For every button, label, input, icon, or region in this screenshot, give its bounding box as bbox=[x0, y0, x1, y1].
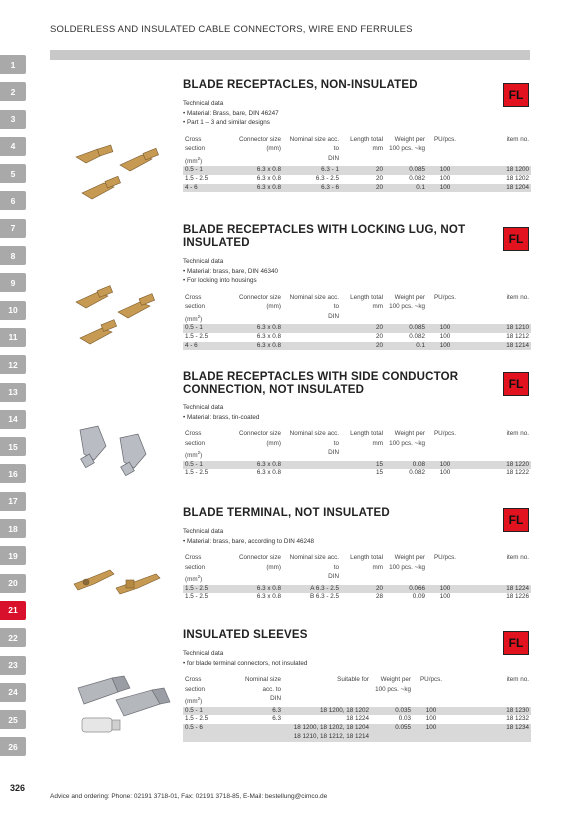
page-number: 326 bbox=[10, 783, 26, 793]
table-row: 1.5 - 2.5 6.3 x 0.8 B 6.3 - 2.5 28 0.09 100 18 1226 bbox=[185, 593, 529, 601]
section-title: BLADE RECEPTACLES, NON-INSULATED bbox=[183, 79, 418, 91]
tech-data-label: Technical data bbox=[183, 258, 224, 265]
table-row: 4 - 6 6.3 x 0.8 6.3 - 6 20 0.1 100 18 1204 bbox=[185, 183, 529, 191]
section-blade-terminal bbox=[183, 507, 533, 602]
section-title: BLADE TERMINAL, NOT INSULATED bbox=[183, 507, 390, 519]
table-row: 0.5 - 6 18 1200, 18 1202, 18 1204 18 1210, 18 1212, 18 1214 0.055 100 18 1234 bbox=[185, 724, 529, 740]
chapter-tab-3[interactable]: 3 bbox=[0, 110, 26, 129]
chapter-tab-4[interactable]: 4 bbox=[0, 137, 26, 156]
table-header: Cross section $(mm^2)$ Connector size (mm) Nominal size acc. to DIN Length total mm Weight per 100 pcs. ~kg PU/pcs. item no. bbox=[185, 554, 529, 584]
fl-badge: FL bbox=[503, 508, 529, 532]
chapter-tab-22[interactable]: 22 bbox=[0, 628, 26, 647]
side-conductor-receptacle-image bbox=[72, 420, 172, 480]
chapter-tab-20[interactable]: 20 bbox=[0, 574, 26, 593]
section-title: BLADE RECEPTACLES WITH SIDE CONDUCTOR bbox=[183, 371, 459, 383]
section-side-conductor bbox=[183, 371, 533, 478]
chapter-tab-26[interactable]: 26 bbox=[0, 737, 26, 756]
chapter-tab-14[interactable]: 14 bbox=[0, 410, 26, 429]
chapter-tab-18[interactable]: 18 bbox=[0, 519, 26, 538]
spec-table bbox=[183, 553, 531, 602]
header-bar bbox=[50, 50, 530, 60]
spec-table bbox=[183, 135, 531, 193]
table-row: 1.5 - 2.5 6.3 x 0.8 A 6.3 - 2.5 20 0.066 100 18 1224 bbox=[185, 584, 529, 592]
table-row: 4 - 6 6.3 x 0.8 20 0.1 100 18 1214 bbox=[185, 341, 529, 349]
chapter-tab-16[interactable]: 16 bbox=[0, 464, 26, 483]
chapter-tab-1[interactable]: 1 bbox=[0, 55, 26, 74]
table-row: 0.5 - 1 6.3 x 0.8 15 0.08 100 18 1220 bbox=[185, 460, 529, 468]
chapter-tab-19[interactable]: 19 bbox=[0, 546, 26, 565]
insulated-sleeve-image bbox=[72, 672, 172, 742]
tech-data-label: Technical data bbox=[183, 528, 224, 535]
chapter-tab-24[interactable]: 24 bbox=[0, 683, 26, 702]
chapter-tab-8[interactable]: 8 bbox=[0, 246, 26, 265]
chapter-tab-11[interactable]: 11 bbox=[0, 328, 26, 347]
tech-data-label: Technical data bbox=[183, 100, 224, 107]
chapter-tab-23[interactable]: 23 bbox=[0, 656, 26, 675]
chapter-tab-5[interactable]: 5 bbox=[0, 164, 26, 183]
spec-bullet: • for blade terminal connectors, not insulated bbox=[183, 659, 308, 667]
spec-bullet: • Material: brass, bare, according to DIN 46248 bbox=[183, 537, 315, 545]
chapter-tab-6[interactable]: 6 bbox=[0, 191, 26, 210]
fl-badge: FL bbox=[503, 631, 529, 655]
table-header: Cross section $(mm^2)$ Connector size (mm) Nominal size acc. to DIN Length total mm Weight per 100 pcs. ~kg PU/pcs. item no. bbox=[185, 135, 529, 165]
table-header: Cross section $(mm^2)$ Connector size (mm) Nominal size acc. to DIN Length total mm Weight per 100 pcs. ~kg PU/pcs. item no. bbox=[185, 430, 529, 460]
table-row: 1.5 - 2.5 6.3 x 0.8 15 0.082 100 18 1222 bbox=[185, 469, 529, 477]
table-row: 1.5 - 2.5 6.3 18 1224 0.03 100 18 1232 bbox=[185, 715, 529, 723]
spec-bullet: • Material: Brass, bare, DIN 46247 bbox=[183, 109, 279, 117]
table-header: Cross section $(mm^2)$ Connector size (mm) Nominal size acc. to DIN Length total mm Weight per 100 pcs. ~kg PU/pcs. item no. bbox=[185, 293, 529, 323]
spec-bullet: • Material: brass, bare, DIN 46340 bbox=[183, 267, 278, 275]
blade-terminal-image bbox=[70, 560, 170, 600]
section-title-line2: CONNECTION, NOT INSULATED bbox=[183, 384, 365, 396]
chapter-tab-10[interactable]: 10 bbox=[0, 301, 26, 320]
spec-bullet: • Material: brass, tin-coated bbox=[183, 413, 260, 421]
table-header: Cross section $(mm^2)$ Nominal size acc. to DIN Suitable for Weight per 100 pcs. ~kg PU/pcs. item no. bbox=[185, 676, 529, 706]
spec-table bbox=[183, 429, 531, 478]
fl-badge: FL bbox=[503, 227, 529, 251]
spec-table bbox=[183, 293, 531, 351]
chapter-tab-15[interactable]: 15 bbox=[0, 437, 26, 456]
spec-table bbox=[183, 675, 531, 742]
section-title: BLADE RECEPTACLES WITH LOCKING LUG, NOT INSULATED bbox=[183, 224, 466, 249]
chapter-tab-25[interactable]: 25 bbox=[0, 710, 26, 729]
chapter-tab-9[interactable]: 9 bbox=[0, 273, 26, 292]
chapter-tab-12[interactable]: 12 bbox=[0, 355, 26, 374]
fl-badge: FL bbox=[503, 372, 529, 396]
chapter-tab-7[interactable]: 7 bbox=[0, 219, 26, 238]
table-row: 1.5 - 2.5 6.3 x 0.8 6.3 - 2.5 20 0.082 100 18 1202 bbox=[185, 174, 529, 182]
chapter-tab-17[interactable]: 17 bbox=[0, 492, 26, 511]
locking-lug-receptacle-image bbox=[70, 278, 170, 348]
tech-data-label: Technical data bbox=[183, 404, 224, 411]
spec-bullet: • For locking into housings bbox=[183, 277, 257, 284]
chapter-tab-13[interactable]: 13 bbox=[0, 383, 26, 402]
section-blade-receptacles bbox=[183, 79, 533, 192]
chapter-tabs bbox=[0, 55, 26, 765]
blade-receptacle-image bbox=[70, 135, 170, 205]
tech-data-label: Technical data bbox=[183, 650, 224, 657]
table-row: 1.5 - 2.5 6.3 x 0.8 20 0.082 100 18 1212 bbox=[185, 332, 529, 340]
fl-badge: FL bbox=[503, 83, 529, 107]
page-header: SOLDERLESS AND INSULATED CABLE CONNECTORS, WIRE END FERRULES bbox=[50, 24, 413, 35]
section-title: INSULATED SLEEVES bbox=[183, 629, 308, 641]
footer-contact: Advice and ordering: Phone: 02191 3718-01, Fax: 02191 3718-85, E-Mail: bestellung@cimco.de bbox=[50, 793, 328, 800]
table-row: 0.5 - 1 6.3 18 1200, 18 1202 0.035 100 18 1230 bbox=[185, 706, 529, 714]
chapter-tab-2[interactable]: 2 bbox=[0, 82, 26, 101]
table-row: 0.5 - 1 6.3 x 0.8 6.3 - 1 20 0.085 100 18 1200 bbox=[185, 166, 529, 174]
chapter-tab-21[interactable]: 21 bbox=[0, 601, 26, 620]
table-row: 0.5 - 1 6.3 x 0.8 20 0.085 100 18 1210 bbox=[185, 324, 529, 332]
section-insulated-sleeves bbox=[183, 629, 533, 742]
spec-bullet: • Part 1 – 3 and similar designs bbox=[183, 119, 270, 126]
section-locking-lug bbox=[183, 224, 533, 350]
